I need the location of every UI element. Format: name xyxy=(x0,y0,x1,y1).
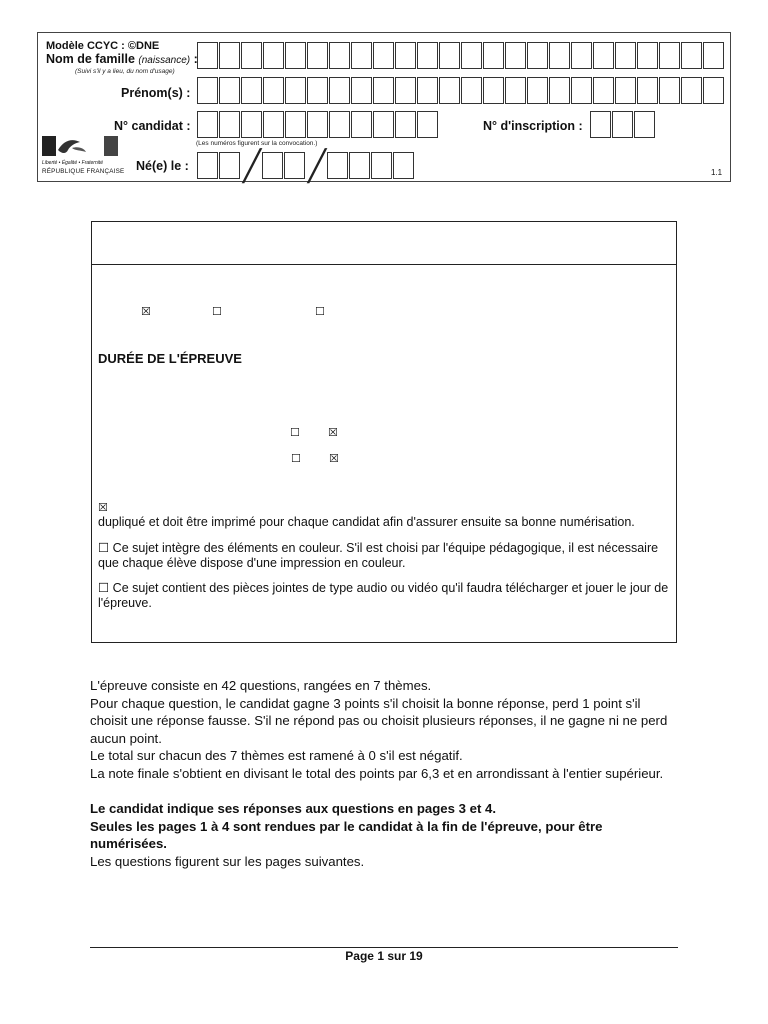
char-box[interactable] xyxy=(659,42,680,69)
logo-motto: Liberté • Égalité • Fraternité xyxy=(42,160,104,166)
char-box[interactable] xyxy=(373,42,394,69)
birth-month-boxes[interactable] xyxy=(262,152,306,179)
char-box[interactable] xyxy=(373,77,394,104)
instruction-line: Pour chaque question, le candidat gagne 3 points s'il choisit la bonne réponse, perd 1 point s'il choisit une réponse fausse. S'il ne répond pas ou choisit plusieurs réponses, il ne gagne ni ne perd aucun point. xyxy=(90,695,668,746)
last-name-boxes[interactable] xyxy=(197,42,725,69)
digit-box[interactable] xyxy=(327,152,348,179)
char-box[interactable] xyxy=(571,42,592,69)
char-box[interactable] xyxy=(263,77,284,104)
char-box[interactable] xyxy=(197,77,218,104)
checkbox-checked[interactable]: ☒ xyxy=(98,501,108,514)
char-box[interactable] xyxy=(681,77,702,104)
birth-year-boxes[interactable] xyxy=(327,152,415,179)
instruction-line: Les questions figurent sur les pages suivantes. xyxy=(90,853,365,869)
instruction-bold-line: Le candidat indique ses réponses aux questions en pages 3 et 4. xyxy=(90,801,497,817)
digit-box[interactable] xyxy=(634,111,655,138)
digit-box[interactable] xyxy=(612,111,633,138)
char-box[interactable] xyxy=(461,77,482,104)
char-box[interactable] xyxy=(505,42,526,69)
subject-frame-divider xyxy=(91,264,677,265)
digit-box[interactable] xyxy=(241,111,262,138)
checkbox-empty[interactable]: ☐ xyxy=(315,305,325,318)
char-box[interactable] xyxy=(571,77,592,104)
checkbox-checked[interactable]: ☒ xyxy=(328,426,338,439)
char-box[interactable] xyxy=(593,77,614,104)
checkbox-checked[interactable]: ☒ xyxy=(329,452,339,465)
republique-francaise-logo xyxy=(42,136,125,180)
page-number: Page 1 sur 19 xyxy=(345,949,423,963)
last-name-note: (Suivi s'il y a lieu, du nom d'usage) xyxy=(75,68,175,75)
char-box[interactable] xyxy=(219,77,240,104)
digit-box[interactable] xyxy=(349,152,370,179)
registration-number-label: N° d'inscription : xyxy=(483,119,583,133)
subject-info-frame xyxy=(91,221,677,643)
model-label: Modèle CCYC : ©DNE xyxy=(46,40,160,52)
char-box[interactable] xyxy=(483,42,504,69)
instruction-line: La note finale s'obtient en divisant le total des points par 6,3 et en arrondissant à l'entier supérieur. xyxy=(90,765,664,781)
digit-box[interactable] xyxy=(307,111,328,138)
option-color-text: ☐ Ce sujet intègre des éléments en couleur. S'il est choisi par l'équipe pédagogique, il est nécessaire que chaque élève dispose d'une impression en couleur. xyxy=(98,541,659,570)
first-name-label: Prénom(s) : xyxy=(121,86,191,100)
digit-box[interactable] xyxy=(393,152,414,179)
char-box[interactable] xyxy=(263,42,284,69)
char-box[interactable] xyxy=(549,77,570,104)
char-box[interactable] xyxy=(395,42,416,69)
instruction-line: L'épreuve consiste en 42 questions, rangées en 7 thèmes. xyxy=(90,678,432,693)
char-box[interactable] xyxy=(483,77,504,104)
checkbox-empty[interactable]: ☐ xyxy=(290,426,300,439)
digit-box[interactable] xyxy=(219,152,240,179)
char-box[interactable] xyxy=(417,42,438,69)
registration-number-boxes[interactable] xyxy=(590,111,656,138)
char-box[interactable] xyxy=(461,42,482,69)
char-box[interactable] xyxy=(285,77,306,104)
char-box[interactable] xyxy=(549,42,570,69)
candidate-number-boxes[interactable] xyxy=(197,111,439,138)
digit-box[interactable] xyxy=(263,111,284,138)
instruction-line: Le total sur chacun des 7 thèmes est ramené à 0 s'il est négatif. xyxy=(90,748,463,764)
birth-date-label: Né(e) le : xyxy=(136,159,189,173)
logo-republic-text: RÉPUBLIQUE FRANÇAISE xyxy=(42,168,125,175)
option-duplicate-text: dupliqué et doit être imprimé pour chaque candidat afin d'assurer ensuite sa bonne numérisation. xyxy=(98,515,635,529)
char-box[interactable] xyxy=(351,77,372,104)
checkbox-empty[interactable]: ☐ xyxy=(212,305,222,318)
form-version: 1.1 xyxy=(711,168,723,177)
digit-box[interactable] xyxy=(590,111,611,138)
char-box[interactable] xyxy=(593,42,614,69)
char-box[interactable] xyxy=(703,42,724,69)
char-box[interactable] xyxy=(241,42,262,69)
digit-box[interactable] xyxy=(371,152,392,179)
digit-box[interactable] xyxy=(395,111,416,138)
char-box[interactable] xyxy=(659,77,680,104)
char-box[interactable] xyxy=(329,42,350,69)
char-box[interactable] xyxy=(439,77,460,104)
char-box[interactable] xyxy=(197,42,218,69)
digit-box[interactable] xyxy=(351,111,372,138)
digit-box[interactable] xyxy=(284,152,305,179)
char-box[interactable] xyxy=(439,42,460,69)
checkbox-checked[interactable]: ☒ xyxy=(141,305,151,318)
digit-box[interactable] xyxy=(262,152,283,179)
char-box[interactable] xyxy=(329,77,350,104)
digit-box[interactable] xyxy=(285,111,306,138)
char-box[interactable] xyxy=(615,77,636,104)
option-media-text: ☐ Ce sujet contient des pièces jointes de type audio ou vidéo qu'il faudra télécharger et jouer le jour de l'épreuve. xyxy=(98,581,669,610)
char-box[interactable] xyxy=(285,42,306,69)
digit-box[interactable] xyxy=(329,111,350,138)
char-box[interactable] xyxy=(527,77,548,104)
digit-box[interactable] xyxy=(219,111,240,138)
char-box[interactable] xyxy=(395,77,416,104)
char-box[interactable] xyxy=(241,77,262,104)
digit-box[interactable] xyxy=(417,111,438,138)
char-box[interactable] xyxy=(417,77,438,104)
char-box[interactable] xyxy=(307,77,328,104)
birth-day-boxes[interactable] xyxy=(197,152,241,179)
instructions-block xyxy=(90,677,680,871)
char-box[interactable] xyxy=(219,42,240,69)
date-separator: ╱ xyxy=(308,150,327,183)
digit-box[interactable] xyxy=(197,111,218,138)
instruction-bold-line: Seules les pages 1 à 4 sont rendues par le candidat à la fin de l'épreuve, pour être numérisées. xyxy=(90,818,603,852)
candidate-number-note: (Les numéros figurent sur la convocation.) xyxy=(196,140,318,147)
char-box[interactable] xyxy=(703,77,724,104)
char-box[interactable] xyxy=(681,42,702,69)
first-name-boxes[interactable] xyxy=(197,77,725,104)
char-box[interactable] xyxy=(527,42,548,69)
char-box[interactable] xyxy=(505,77,526,104)
marianne-flag-icon xyxy=(42,136,118,158)
checkbox-empty[interactable]: ☐ xyxy=(291,452,301,465)
digit-box[interactable] xyxy=(373,111,394,138)
digit-box[interactable] xyxy=(197,152,218,179)
char-box[interactable] xyxy=(637,42,658,69)
duration-title: DURÉE DE L'ÉPREUVE xyxy=(98,351,242,366)
candidate-number-label: N° candidat : xyxy=(114,119,191,133)
spacer xyxy=(90,783,680,801)
last-name-label: Nom de famille (naissance) : xyxy=(46,52,198,66)
char-box[interactable] xyxy=(637,77,658,104)
date-separator: ╱ xyxy=(243,150,262,183)
char-box[interactable] xyxy=(351,42,372,69)
char-box[interactable] xyxy=(615,42,636,69)
char-box[interactable] xyxy=(307,42,328,69)
footer-rule xyxy=(90,947,678,948)
